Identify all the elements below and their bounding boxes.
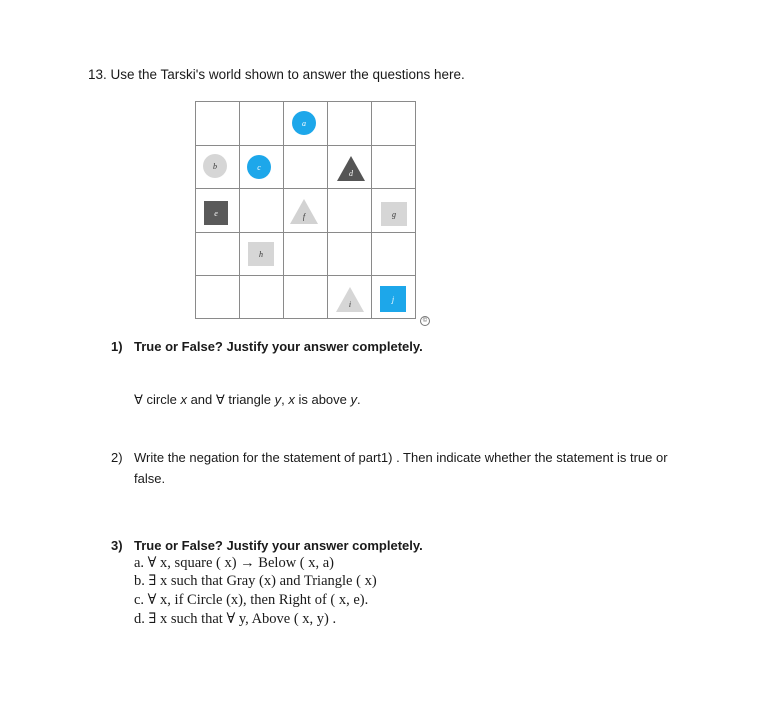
q3-item-c: c. ∀ x, if Circle (x), then Right of ( x, e).	[134, 592, 369, 608]
object-j-square	[380, 286, 406, 312]
grid-line	[283, 102, 284, 318]
object-c-label: c	[257, 162, 261, 172]
q3-item-b: b. ∃ x such that Gray (x) and Triangle ( x)	[134, 573, 377, 589]
object-e-square	[204, 201, 228, 225]
q3-heading: True or False? Justify your answer completely.	[134, 538, 423, 553]
grid-line	[196, 275, 415, 276]
object-b-circle	[203, 154, 227, 178]
object-i-triangle	[335, 286, 365, 313]
object-c-circle	[247, 155, 271, 179]
object-j-label: j	[391, 294, 395, 304]
q3-item-a: a. ∀ x, square ( x) → Below ( x, a)	[134, 555, 335, 571]
grid-line	[196, 232, 415, 233]
q2-number: 2)	[111, 450, 123, 465]
q1-var-y: y	[274, 392, 282, 407]
q1-var-y2: y	[350, 392, 358, 407]
grid-line	[196, 188, 415, 189]
q1-statement-end: .	[357, 392, 361, 407]
q1-heading: True or False? Justify your answer completely.	[134, 339, 423, 354]
object-e-label: e	[214, 208, 218, 218]
object-a-circle	[292, 111, 316, 135]
object-h-label: h	[259, 249, 263, 259]
tarski-grid	[195, 101, 416, 319]
q2-line1: Write the negation for the statement of part1) . Then indicate whether the statement is true or	[134, 450, 668, 465]
q1-var-x: x	[180, 392, 187, 407]
object-d-label: d	[349, 169, 353, 178]
object-f-triangle	[289, 198, 319, 225]
object-b-label: b	[213, 161, 217, 171]
q1-statement-mid: and ∀ triangle	[186, 392, 275, 407]
grid-line	[239, 102, 240, 318]
q1-statement-mid3: is above	[294, 392, 351, 407]
object-a-label: a	[302, 118, 306, 128]
q1-statement-mid2: ,	[281, 392, 289, 407]
grid-line	[327, 102, 328, 318]
q3-item-d: d. ∃ x such that ∀ y, Above ( x, y) .	[134, 611, 337, 627]
object-g-square	[381, 202, 407, 226]
copyright-icon: ©	[420, 316, 430, 326]
q1-statement	[134, 392, 361, 408]
object-d-triangle	[336, 155, 366, 182]
problem-title: 13. Use the Tarski's world shown to answer the questions here.	[88, 67, 465, 82]
q1-var-x2: x	[288, 392, 295, 407]
grid-line	[371, 102, 372, 318]
q3-number: 3)	[111, 538, 123, 553]
q2-line2: false.	[134, 471, 166, 486]
object-h-square	[248, 242, 274, 266]
object-g-label: g	[392, 209, 396, 219]
object-f-label: f	[302, 212, 306, 221]
q1-statement-prefix: ∀ circle	[134, 392, 181, 407]
object-i-label: i	[348, 300, 352, 309]
grid-line	[196, 145, 415, 146]
q1-number: 1)	[111, 339, 123, 354]
